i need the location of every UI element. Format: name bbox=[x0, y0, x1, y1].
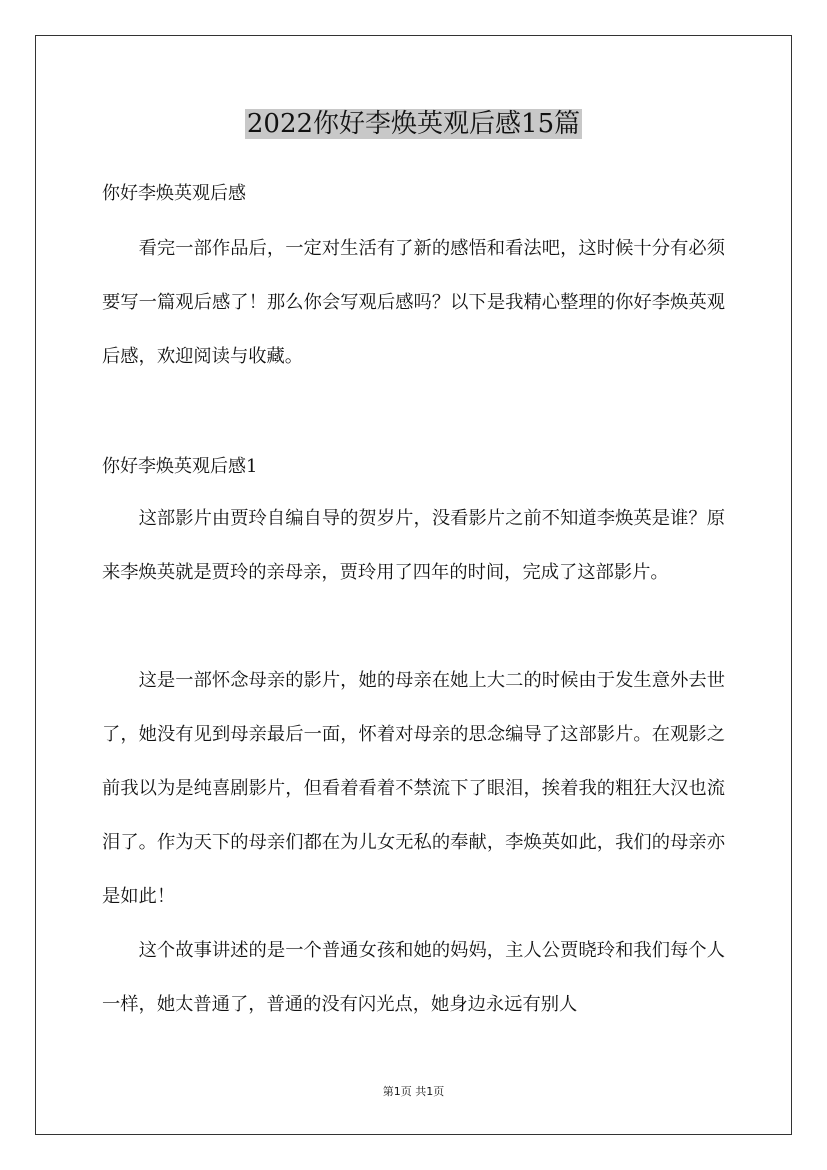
document-title: 2022你好李焕英观后感15篇 bbox=[246, 109, 581, 139]
page-footer: 第1页 共1页 bbox=[382, 1085, 445, 1098]
body-paragraph-2: 这是一部怀念母亲的影片，她的母亲在她上大二的时候由于发生意外去世了，她没有见到母亲最后一面，怀着对母亲的思念编导了这部影片。在观影之前我以为是纯喜剧影片，但看着看着不禁流下了眼泪，挨着我的粗狂大汉也流泪了。作为天下的母亲们都在为儿女无私的奉献，李焕英如此，我们的母亲亦是如此！ bbox=[102, 670, 725, 907]
body-paragraph-3: 这个故事讲述的是一个普通女孩和她的妈妈，主人公贾晓玲和我们每个人一样，她太普通了，普通的没有闪光点，她身边永远有别人 bbox=[102, 940, 725, 1015]
intro-paragraph: 看完一部作品后，一定对生活有了新的感悟和看法吧，这时候十分有必须要写一篇观后感了！那么你会写观后感吗？以下是我精心整理的你好李焕英观后感，欢迎阅读与收藏。 bbox=[102, 238, 725, 367]
intro-heading: 你好李焕英观后感 bbox=[102, 183, 246, 204]
body-paragraph-1: 这部影片由贾玲自编自导的贺岁片，没看影片之前不知道李焕英是谁？原来李焕英就是贾玲的亲母亲，贾玲用了四年的时间，完成了这部影片。 bbox=[102, 508, 725, 583]
section-heading: 你好李焕英观后感1 bbox=[102, 456, 258, 477]
